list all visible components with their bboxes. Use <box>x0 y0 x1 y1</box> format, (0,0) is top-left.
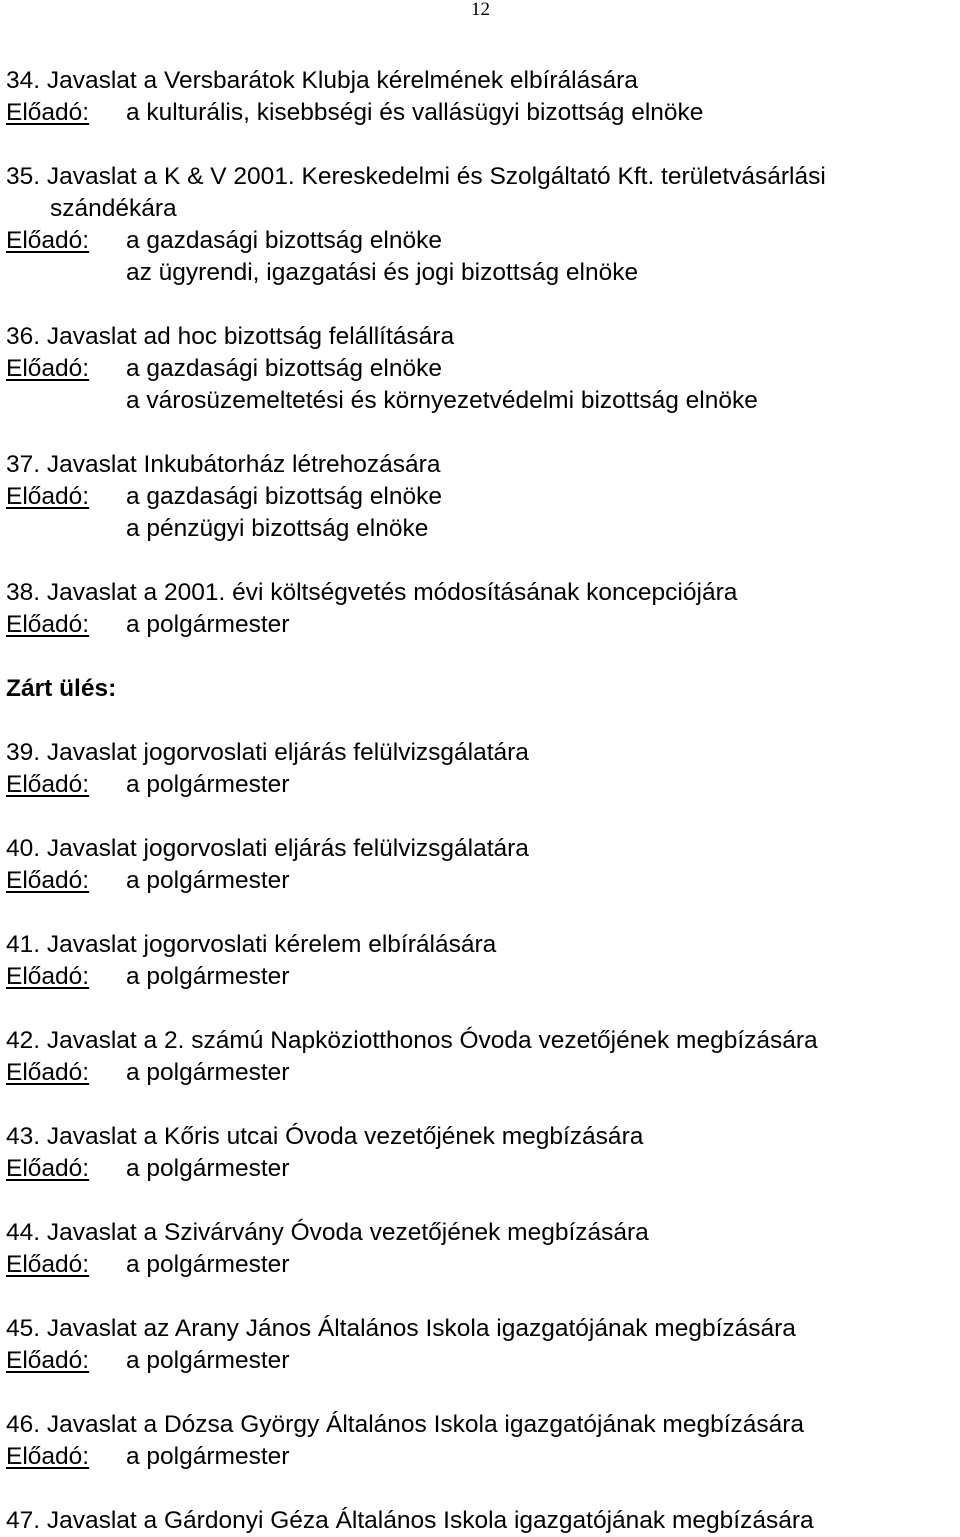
presenter-label: Előadó: <box>6 1347 90 1374</box>
presenter-label: Előadó: <box>6 1443 90 1470</box>
agenda-item-40 <box>6 833 951 897</box>
agenda-item-44 <box>6 1217 951 1281</box>
closed-session-heading: Zárt ülés: <box>6 675 117 702</box>
agenda-item-title: 44. Javaslat a Szivárvány Óvoda vezetőjének megbízására <box>6 1219 649 1246</box>
presenter-name: a polgármester <box>126 1443 290 1470</box>
presenter-label: Előadó: <box>6 1155 90 1182</box>
agenda-item-41 <box>6 929 951 993</box>
agenda-item-43 <box>6 1121 951 1185</box>
presenter-row <box>6 1345 951 1377</box>
agenda-item-47 <box>6 1505 951 1537</box>
presenter-row <box>6 1153 951 1185</box>
agenda-item-title-continuation: szándékára <box>50 195 177 222</box>
agenda-item-46 <box>6 1409 951 1473</box>
agenda-item-36 <box>6 321 951 417</box>
agenda-item-39 <box>6 737 951 801</box>
presenter-name: a pénzügyi bizottság elnöke <box>126 515 429 542</box>
presenter-row <box>6 97 951 129</box>
presenter-name: a városüzemeltetési és környezetvédelmi bizottság elnöke <box>126 387 758 414</box>
presenter-label: Előadó: <box>6 963 90 990</box>
presenter-row <box>6 1441 951 1473</box>
presenter-name: a polgármester <box>126 1155 290 1182</box>
agenda-item-title: 34. Javaslat a Versbarátok Klubja kérelmének elbírálására <box>6 67 638 94</box>
agenda-item-title: 41. Javaslat jogorvoslati kérelem elbírálására <box>6 931 497 958</box>
presenter-row <box>6 225 951 257</box>
presenter-row <box>6 961 951 993</box>
agenda-item-title: 45. Javaslat az Arany János Általános Iskola igazgatójának megbízására <box>6 1315 796 1342</box>
presenter-label: Előadó: <box>6 483 90 510</box>
agenda-item-title: 35. Javaslat a K & V 2001. Kereskedelmi és Szolgáltató Kft. területvásárlási <box>6 163 826 190</box>
presenter-name: a polgármester <box>126 611 290 638</box>
presenter-name: a polgármester <box>126 1251 290 1278</box>
presenter-name: az ügyrendi, igazgatási és jogi bizottság elnöke <box>126 259 639 286</box>
presenter-name: a gazdasági bizottság elnöke <box>126 483 442 510</box>
agenda-item-title: 36. Javaslat ad hoc bizottság felállítására <box>6 323 455 350</box>
agenda-item-title: 38. Javaslat a 2001. évi költségvetés módosításának koncepciójára <box>6 579 738 606</box>
presenter-row <box>6 769 951 801</box>
presenter-label: Előadó: <box>6 1059 90 1086</box>
presenter-name: a gazdasági bizottság elnöke <box>126 355 442 382</box>
presenter-label: Előadó: <box>6 99 90 126</box>
agenda-item-42 <box>6 1025 951 1089</box>
presenter-name: a kulturális, kisebbségi és vallásügyi bizottság elnöke <box>126 99 704 126</box>
presenter-label: Előadó: <box>6 1251 90 1278</box>
presenter-row <box>6 865 951 897</box>
agenda-item-34 <box>6 65 951 129</box>
agenda-item-38 <box>6 577 951 641</box>
presenter-label: Előadó: <box>6 867 90 894</box>
presenter-label: Előadó: <box>6 227 90 254</box>
agenda-item-title: 46. Javaslat a Dózsa György Általános Iskola igazgatójának megbízására <box>6 1411 805 1438</box>
presenter-row <box>6 1057 951 1089</box>
agenda-item-title: 42. Javaslat a 2. számú Napköziotthonos Óvoda vezetőjének megbízására <box>6 1027 818 1054</box>
presenter-name: a polgármester <box>126 963 290 990</box>
presenter-name: a polgármester <box>126 1347 290 1374</box>
agenda-item-title: 43. Javaslat a Kőris utcai Óvoda vezetőjének megbízására <box>6 1123 644 1150</box>
presenter-row <box>6 609 951 641</box>
agenda-document <box>6 65 951 1537</box>
presenter-name: a polgármester <box>126 867 290 894</box>
presenter-name: a polgármester <box>126 771 290 798</box>
page-number: 12 <box>471 0 490 20</box>
agenda-item-title: 37. Javaslat Inkubátorház létrehozására <box>6 451 441 478</box>
presenter-name: a gazdasági bizottság elnöke <box>126 227 442 254</box>
presenter-row <box>6 481 951 513</box>
presenter-label: Előadó: <box>6 771 90 798</box>
presenter-row <box>6 1249 951 1281</box>
agenda-item-35 <box>6 161 951 289</box>
agenda-item-45 <box>6 1313 951 1377</box>
agenda-item-title: 39. Javaslat jogorvoslati eljárás felülvizsgálatára <box>6 739 529 766</box>
presenter-label: Előadó: <box>6 355 90 382</box>
presenter-row <box>6 353 951 385</box>
presenter-label: Előadó: <box>6 611 90 638</box>
agenda-item-title: 47. Javaslat a Gárdonyi Géza Általános Iskola igazgatójának megbízására <box>6 1507 814 1534</box>
agenda-item-title: 40. Javaslat jogorvoslati eljárás felülvizsgálatára <box>6 835 529 862</box>
presenter-name: a polgármester <box>126 1059 290 1086</box>
agenda-item-37 <box>6 449 951 545</box>
